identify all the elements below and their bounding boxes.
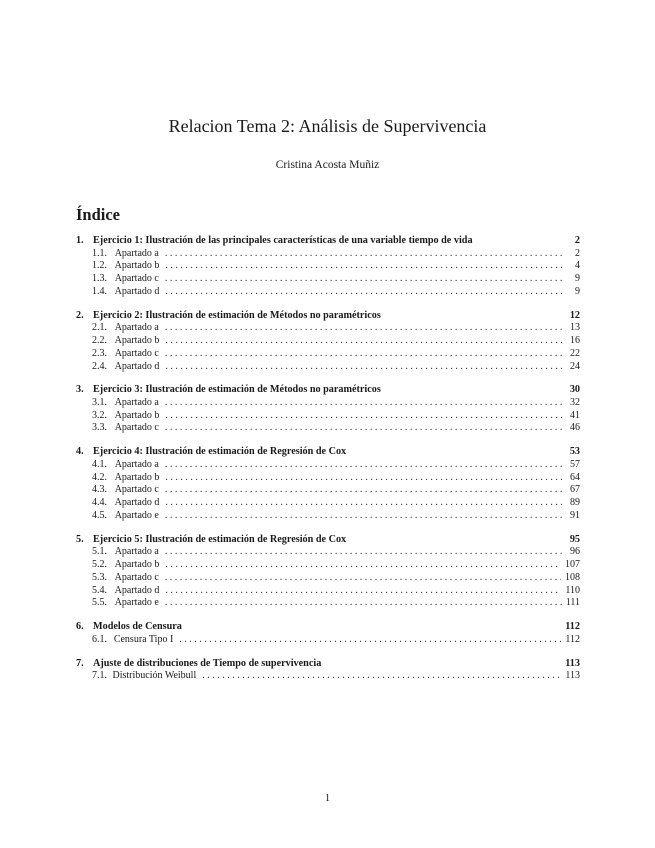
toc-leader-dots (165, 459, 562, 472)
toc-entry-number: 4. (76, 446, 84, 458)
toc-leader-dots (179, 634, 561, 647)
toc-entry-subsection[interactable] (76, 484, 580, 497)
toc-entry-number: 4.1. (92, 458, 107, 470)
toc-entry-section[interactable] (76, 533, 580, 547)
toc-leader-dots (165, 484, 562, 497)
toc-entry-number: 4.2. (92, 471, 107, 483)
toc-entry-label: Apartado b (114, 260, 160, 272)
toc-entry-page: 22 (570, 347, 580, 359)
toc-entry-section[interactable] (76, 309, 580, 323)
toc-entry-number: 4.5. (92, 509, 107, 521)
toc-entry-page: 110 (565, 584, 580, 596)
toc-entry-number: 3.2. (92, 409, 107, 421)
toc-entry-number: 5.1. (92, 546, 107, 558)
toc-entry-subsection[interactable] (76, 260, 580, 273)
toc-entry-label: Apartado b (114, 559, 160, 571)
toc-section (76, 383, 580, 435)
toc-entry-label: Ejercicio 5: Ilustración de estimación de Regresión de Cox (93, 533, 347, 545)
toc-entry-label: Modelos de Censura (93, 621, 182, 633)
toc-entry-number: 5.2. (92, 559, 107, 571)
toc-entry-number: 5.5. (92, 597, 107, 609)
toc-entry-number: 7. (76, 657, 84, 669)
toc-entry-label: Apartado c (114, 484, 159, 496)
toc-entry-number: 1.3. (92, 273, 107, 285)
toc-entry-label: Apartado d (114, 584, 160, 596)
toc-entry-label: Apartado d (114, 285, 160, 297)
toc-leader-dots (165, 510, 562, 523)
toc-entry-number: 1. (76, 235, 84, 246)
toc-entry-number: 1.1. (92, 247, 107, 259)
toc-entry-subsection[interactable] (76, 397, 580, 410)
toc-entry-number: 5.4. (92, 584, 107, 596)
toc-entry-page: 9 (575, 273, 580, 285)
toc-entry-page: 89 (570, 497, 580, 509)
toc-section (76, 234, 580, 299)
toc-entry-page: 108 (565, 571, 580, 583)
toc-entry-page: 91 (570, 509, 580, 521)
toc-entry-section[interactable] (76, 620, 580, 634)
toc-entry-page: 46 (570, 422, 580, 434)
toc-entry-label: Apartado c (114, 273, 159, 285)
toc-entry-page: 113 (565, 670, 580, 682)
toc-entry-section[interactable] (76, 445, 580, 459)
toc-entry-subsection[interactable] (76, 670, 580, 683)
toc-entry-subsection[interactable] (76, 634, 580, 647)
toc-entry-number: 1.2. (92, 260, 107, 272)
toc-entry-subsection[interactable] (76, 335, 580, 348)
toc-entry-subsection[interactable] (76, 585, 580, 598)
toc-entry-page: 41 (570, 409, 580, 421)
toc-leader-dots (165, 286, 562, 299)
toc-entry-page: 53 (569, 446, 580, 458)
toc-leader-dots (165, 597, 562, 610)
toc-entry-page: 2 (575, 247, 580, 259)
toc-entry-label: Apartado a (114, 458, 159, 470)
toc-entry-label: Ejercicio 2: Ilustración de estimación de Métodos no paramétricos (93, 309, 381, 321)
toc-entry-subsection[interactable] (76, 510, 580, 523)
toc-entry-label: Apartado d (114, 497, 160, 509)
toc-entry-subsection[interactable] (76, 422, 580, 435)
toc-section (76, 620, 580, 646)
toc-entry-page: 13 (570, 322, 580, 334)
toc-leader-dots (165, 260, 562, 273)
toc-leader-dots (165, 472, 562, 485)
toc-entry-page: 95 (569, 533, 580, 545)
document-author: Cristina Acosta Muñiz (275, 159, 380, 171)
toc-entry-label: Distribución Weibull (112, 670, 197, 682)
toc-entry-label: Apartado e (114, 509, 159, 521)
toc-entry-label: Apartado b (114, 334, 160, 346)
toc-entry-label: Apartado d (114, 360, 160, 372)
toc-entry-number: 5. (76, 533, 84, 545)
toc-entry-label: Ejercicio 4: Ilustración de estimación de Regresión de Cox (93, 446, 347, 458)
toc-entry-page: 112 (565, 633, 580, 645)
toc-entry-label: Apartado a (114, 247, 159, 259)
toc-entry-number: 3. (76, 384, 84, 396)
toc-entry-number: 3.3. (92, 422, 107, 434)
toc-leader-dots (165, 335, 562, 348)
toc-section (76, 657, 580, 683)
toc-leader-dots (165, 248, 562, 261)
toc-entry-number: 4.3. (92, 484, 107, 496)
page-number: 1 (324, 793, 331, 804)
toc-entry-subsection[interactable] (76, 248, 580, 261)
toc-section (76, 445, 580, 522)
toc-entry-number: 4.4. (92, 497, 107, 509)
toc-leader-dots (165, 273, 562, 286)
toc-entry-label: Apartado c (114, 571, 159, 583)
toc-entry-number: 6. (76, 621, 84, 633)
document-title: Relacion Tema 2: Análisis de Supervivencia (168, 116, 487, 136)
toc-entry-label: Apartado a (114, 322, 159, 334)
toc-entry-label: Apartado e (114, 597, 159, 609)
toc-entry-page: 30 (569, 384, 580, 396)
toc-entry-label: Apartado b (114, 471, 160, 483)
toc-entry-label: Apartado b (114, 409, 160, 421)
toc-entry-number: 6.1. (92, 633, 107, 645)
toc-entry-number: 2. (76, 309, 84, 321)
toc-entry-page: 112 (565, 621, 580, 633)
toc-leader-dots (165, 559, 561, 572)
toc-entry-label: Apartado a (114, 396, 159, 408)
toc-entry-page: 12 (569, 309, 580, 321)
toc-entry-label: Apartado c (114, 347, 159, 359)
toc-entry-label: Apartado c (114, 422, 159, 434)
toc-entry-page: 9 (575, 285, 580, 297)
toc-entry-page: 96 (570, 546, 580, 558)
toc-entry-number: 5.3. (92, 571, 107, 583)
toc-entry-page: 16 (570, 334, 580, 346)
toc-leader-dots (165, 422, 562, 435)
toc-leader-dots (165, 322, 562, 335)
toc-entry-label: Ejercicio 3: Ilustración de estimación de Métodos no paramétricos (93, 384, 381, 396)
toc-entry-number: 1.4. (92, 285, 107, 297)
toc-leader-dots (165, 348, 562, 361)
toc-entry-subsection[interactable] (76, 597, 580, 610)
toc-leader-dots (165, 546, 562, 559)
toc-entry-page: 24 (570, 360, 580, 372)
toc-section (76, 533, 580, 610)
toc-entry-page: 64 (570, 471, 580, 483)
toc-entry-label: Ejercicio 1: Ilustración de las principales características de una variable tiempo de vida (93, 235, 473, 246)
toc-entry-number: 7.1. (92, 670, 107, 682)
toc-leader-dots (202, 670, 561, 683)
toc-heading: Índice (76, 205, 121, 224)
toc-entry-subsection[interactable] (76, 472, 580, 485)
toc-entry-page: 113 (565, 657, 580, 669)
toc-leader-dots (165, 397, 562, 410)
toc-entry-subsection[interactable] (76, 348, 580, 361)
table-of-contents (76, 234, 580, 693)
toc-entry-number: 2.3. (92, 347, 107, 359)
toc-entry-page: 107 (565, 559, 580, 571)
toc-entry-label: Apartado a (114, 546, 159, 558)
toc-entry-page: 57 (570, 458, 580, 470)
toc-entry-subsection[interactable] (76, 361, 580, 374)
toc-entry-section[interactable] (76, 383, 580, 397)
toc-entry-label: Censura Tipo I (113, 633, 174, 645)
toc-entry-label: Ajuste de distribuciones de Tiempo de supervivencia (93, 657, 322, 669)
toc-entry-section[interactable] (76, 657, 580, 671)
toc-entry-page: 111 (565, 597, 580, 609)
toc-entry-page: 2 (574, 235, 580, 246)
toc-entry-page: 4 (575, 260, 580, 272)
toc-entry-number: 2.2. (92, 334, 107, 346)
toc-entry-subsection[interactable] (76, 546, 580, 559)
toc-entry-subsection[interactable] (76, 497, 580, 510)
toc-entry-subsection[interactable] (76, 273, 580, 286)
toc-entry-subsection[interactable] (76, 459, 580, 472)
toc-entry-number: 3.1. (92, 396, 107, 408)
toc-leader-dots (165, 585, 561, 598)
toc-entry-subsection[interactable] (76, 322, 580, 335)
toc-entry-subsection[interactable] (76, 410, 580, 423)
toc-entry-page: 67 (570, 484, 580, 496)
toc-leader-dots (165, 361, 562, 374)
toc-leader-dots (165, 572, 561, 585)
toc-section (76, 309, 580, 374)
toc-leader-dots (165, 410, 562, 423)
toc-entry-number: 2.4. (92, 360, 107, 372)
toc-entry-page: 32 (570, 396, 580, 408)
toc-entry-section[interactable] (76, 234, 580, 248)
toc-leader-dots (165, 497, 562, 510)
toc-entry-subsection[interactable] (76, 286, 580, 299)
toc-entry-subsection[interactable] (76, 572, 580, 585)
toc-entry-number: 2.1. (92, 322, 107, 334)
toc-entry-subsection[interactable] (76, 559, 580, 572)
